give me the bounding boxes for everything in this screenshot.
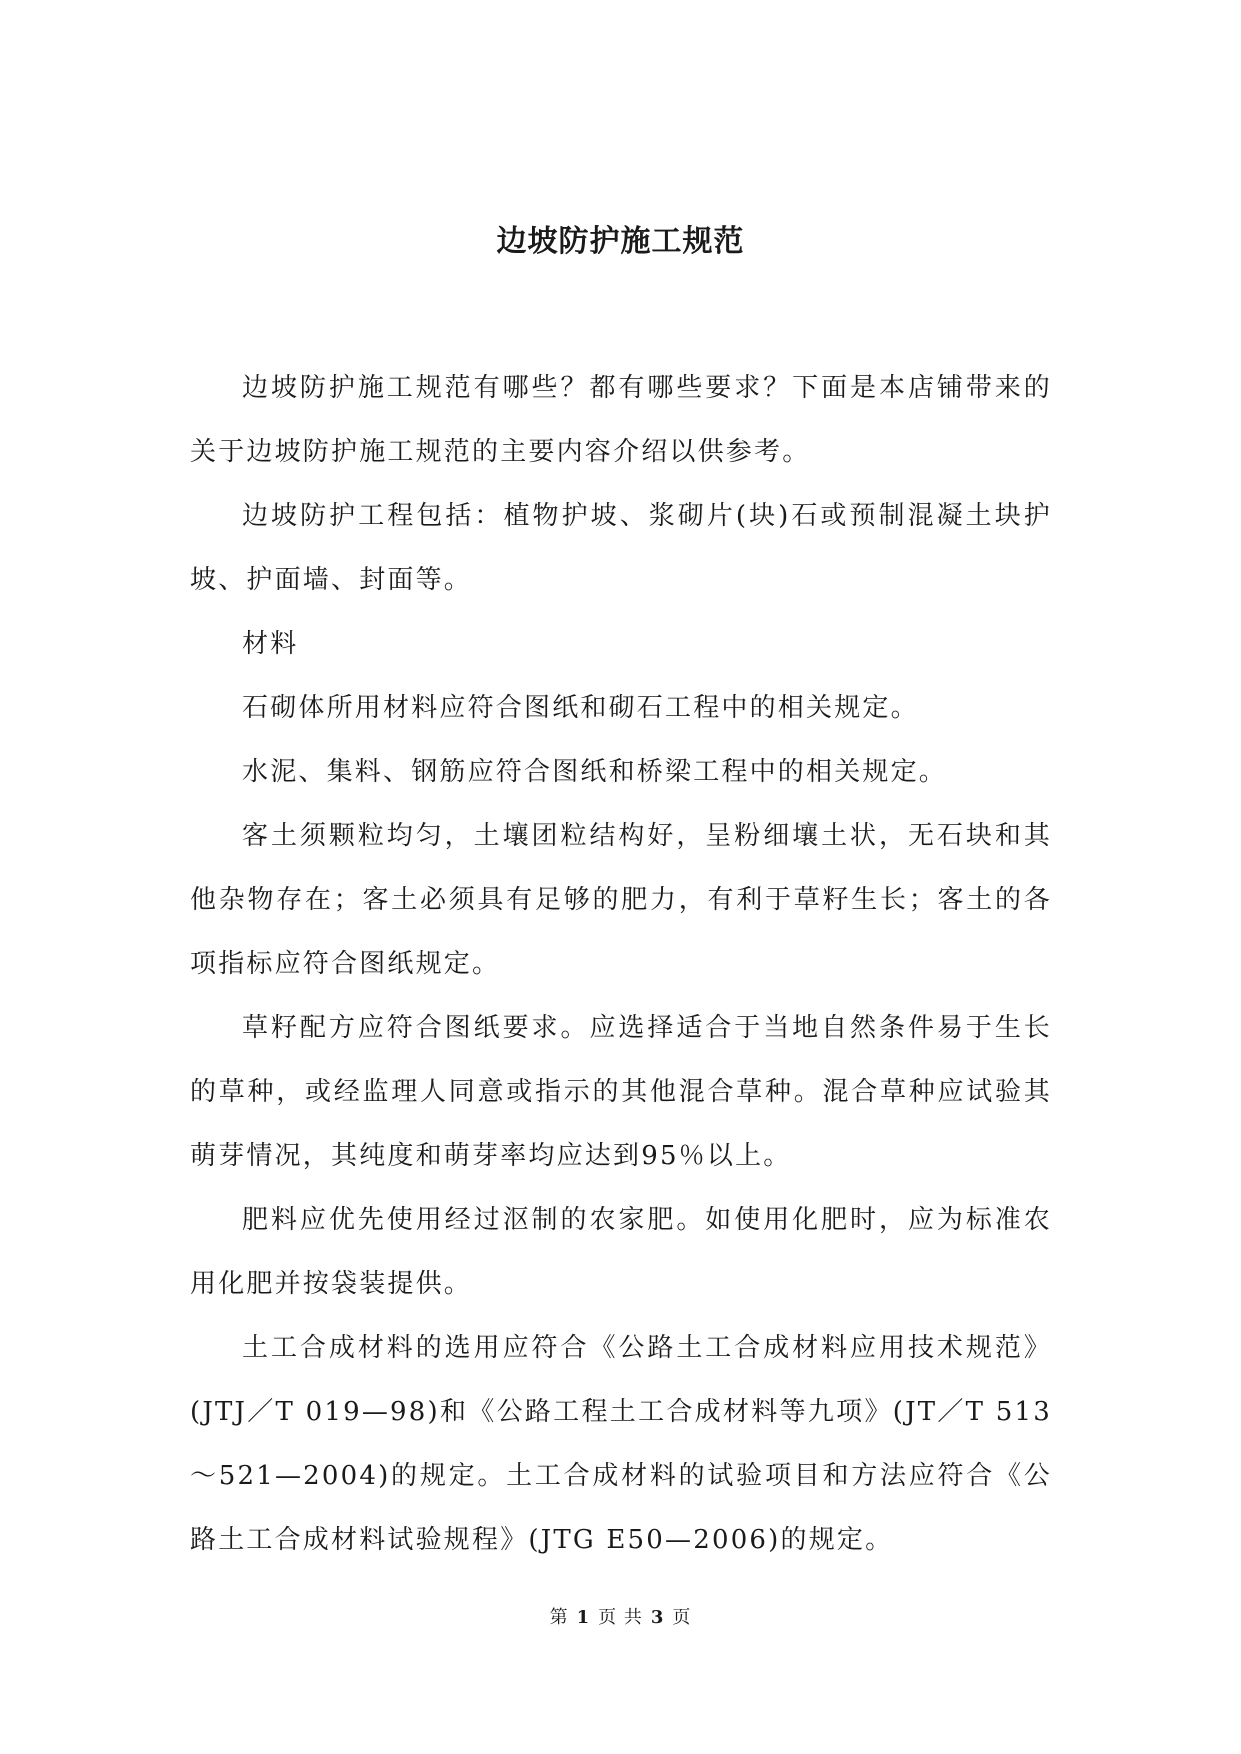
paragraph-geosynthetics: 土工合成材料的选用应符合《公路土工合成材料应用技术规范》(JTJ／T 019—98)和《公路工程土工合成材料等九项》(JT／T 513～521—2004)的规定。土工合成材料的试验项目和方法应符合《公路土工合成材料试验规程》(JTG E50—2006)的规定。 (190, 1333, 1052, 1555)
section-heading-materials: 材料 (242, 629, 299, 659)
paragraph-scope: 边坡防护工程包括：植物护坡、浆砌片(块)石或预制混凝土块护坡、护面墙、封面等。 (190, 501, 1052, 595)
document-body (190, 356, 1052, 1572)
page-footer (0, 1606, 1241, 1630)
document-title: 边坡防护施工规范 (496, 224, 745, 259)
paragraph-soil: 客土须颗粒均匀，土壤团粒结构好，呈粉细壤土状，无石块和其他杂物存在；客土必须具有足够的肥力，有利于草籽生长；客土的各项指标应符合图纸规定。 (190, 821, 1052, 979)
footer-prefix: 第 (549, 1607, 569, 1628)
paragraph-masonry: 石砌体所用材料应符合图纸和砌石工程中的相关规定。 (242, 693, 919, 723)
footer-suffix: 页 (672, 1607, 692, 1628)
paragraph-fertilizer: 肥料应优先使用经过沤制的农家肥。如使用化肥时，应为标准农用化肥并按袋装提供。 (190, 1205, 1052, 1299)
paragraph-intro: 边坡防护施工规范有哪些？都有哪些要求？下面是本店铺带来的关于边坡防护施工规范的主要内容介绍以供参考。 (190, 373, 1052, 467)
footer-page-number: 1 (576, 1607, 591, 1628)
paragraph-seed: 草籽配方应符合图纸要求。应选择适合于当地自然条件易于生长的草种，或经监理人同意或指示的其他混合草种。混合草种应试验其萌芽情况，其纯度和萌芽率均应达到95％以上。 (190, 1013, 1052, 1171)
footer-total-pages: 3 (650, 1607, 665, 1628)
paragraph-cement: 水泥、集料、钢筋应符合图纸和桥梁工程中的相关规定。 (242, 757, 948, 787)
footer-middle: 页 共 (598, 1607, 643, 1628)
